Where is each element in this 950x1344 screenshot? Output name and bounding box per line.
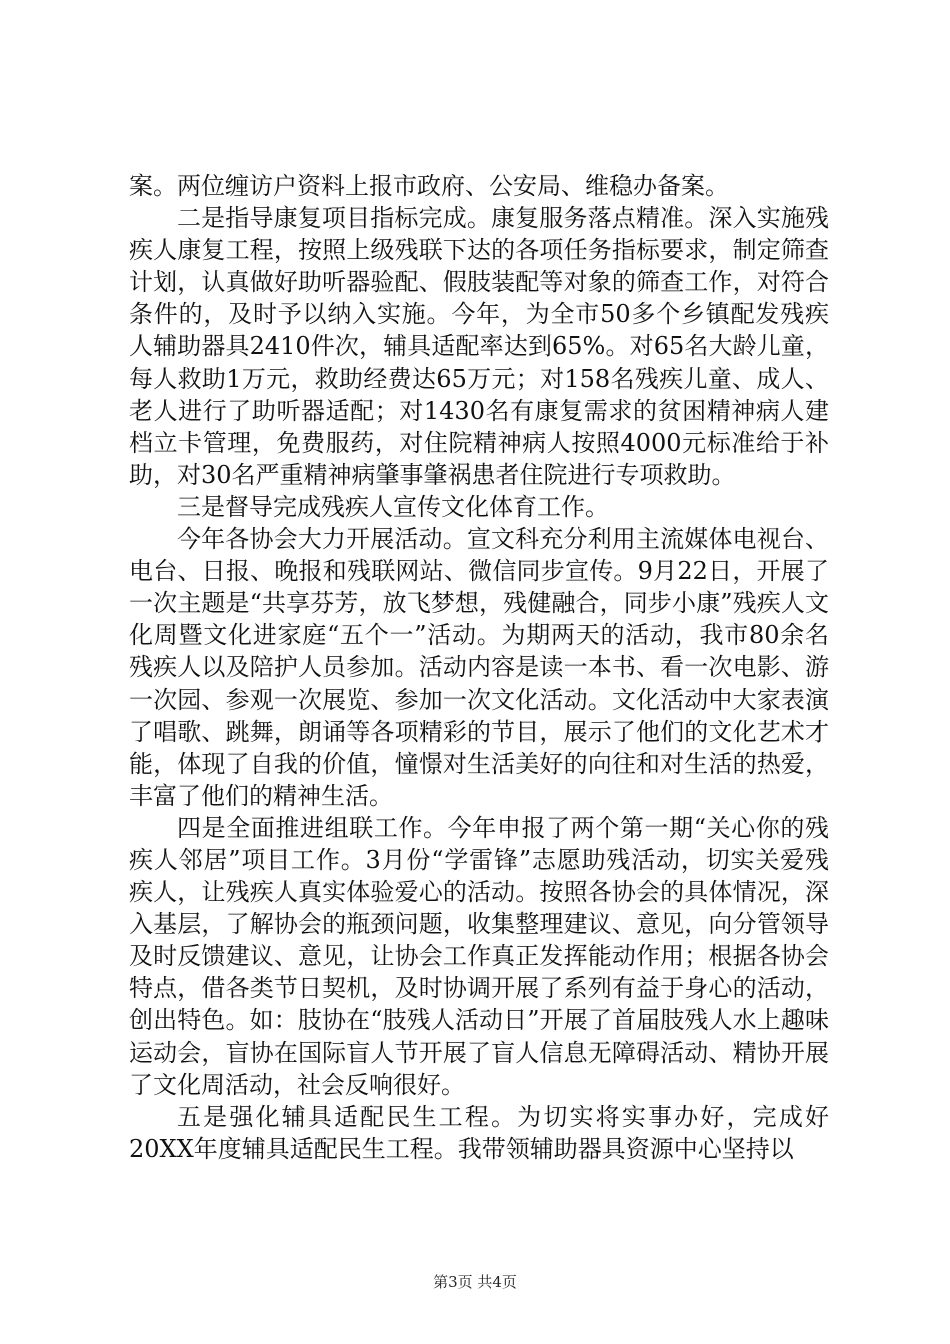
paragraph-association-work: 四是全面推进组联工作。今年申报了两个第一期“关心你的残疾人邻居”项目工作。3月份“学雷锋”志愿助残活动，切实关爱残疾人，让残疾人真实体验爱心的活动。按照各协会的具体情况，深入基层，了解协会的瓶颈问题，收集整理建议、意见，向分管领导及时反馈建议、意见，让协会工作真正发挥能动作用；根据各协会特点，借各类节日契机，及时协调开展了系列有益于身心的活动，创出特色。如：肢协在“肢残人活动日”开展了首届肢残人水上趣味运动会，盲协在国际盲人节开展了盲人信息无障碍活动、精协开展了文化周活动，社会反响很好。 (129, 813, 829, 1099)
paragraph-continuation: 案。两位缠访户资料上报市政府、公安局、维稳办备案。 (129, 172, 729, 200)
paragraph-culture-activities: 今年各协会大力开展活动。宣文科充分利用主流媒体电视台、电台、日报、晚报和残联网站、微信同步宣传。9月22日，开展了一次主题是“共享芬芳，放飞梦想，残健融合，同步小康”残疾人文化周暨文化进家庭“五个一”活动。为期两天的活动，我市80余名残疾人以及陪护人员参加。活动内容是读一本书、看一次电影、游一次园、参观一次展览、参加一次文化活动。文化活动中大家表演了唱歌、跳舞，朗诵等各项精彩的节目，展示了他们的文化艺术才能，体现了自我的价值，憧憬对生活美好的向往和对生活的热爱，丰富了他们的精神生活。 (129, 525, 829, 810)
paragraph-culture-heading: 三是督导完成残疾人宣传文化体育工作。 (177, 492, 609, 521)
page-number-footer: 第3页 共4页 (433, 1273, 517, 1291)
paragraph-rehabilitation: 二是指导康复项目指标完成。康复服务落点精准。深入实施残疾人康复工程，按照上级残联下达的各项任务指标要求，制定筛查计划，认真做好助听器验配、假肢装配等对象的筛查工作，对符合条件的，及时予以纳入实施。今年，为全市50多个乡镇配发残疾人辅助器具2410件次，辅具适配率达到65%。对65名大龄儿童，每人救助1万元，救助经费达65万元；对158名残疾儿童、成人、老人进行了助听器适配；对1430名有康复需求的贫困精神病人建档立卡管理，免费服药，对住院精神病人按照4000元标准给于补助，对30名严重精神病肇事肇祸患者住院进行专项救助。 (129, 204, 829, 489)
document-body (129, 170, 829, 1165)
paragraph-assistive-devices: 五是强化辅具适配民生工程。为切实将实事办好，完成好20XX年度辅具适配民生工程。我带领辅助器具资源中心坚持以 (129, 1102, 829, 1163)
